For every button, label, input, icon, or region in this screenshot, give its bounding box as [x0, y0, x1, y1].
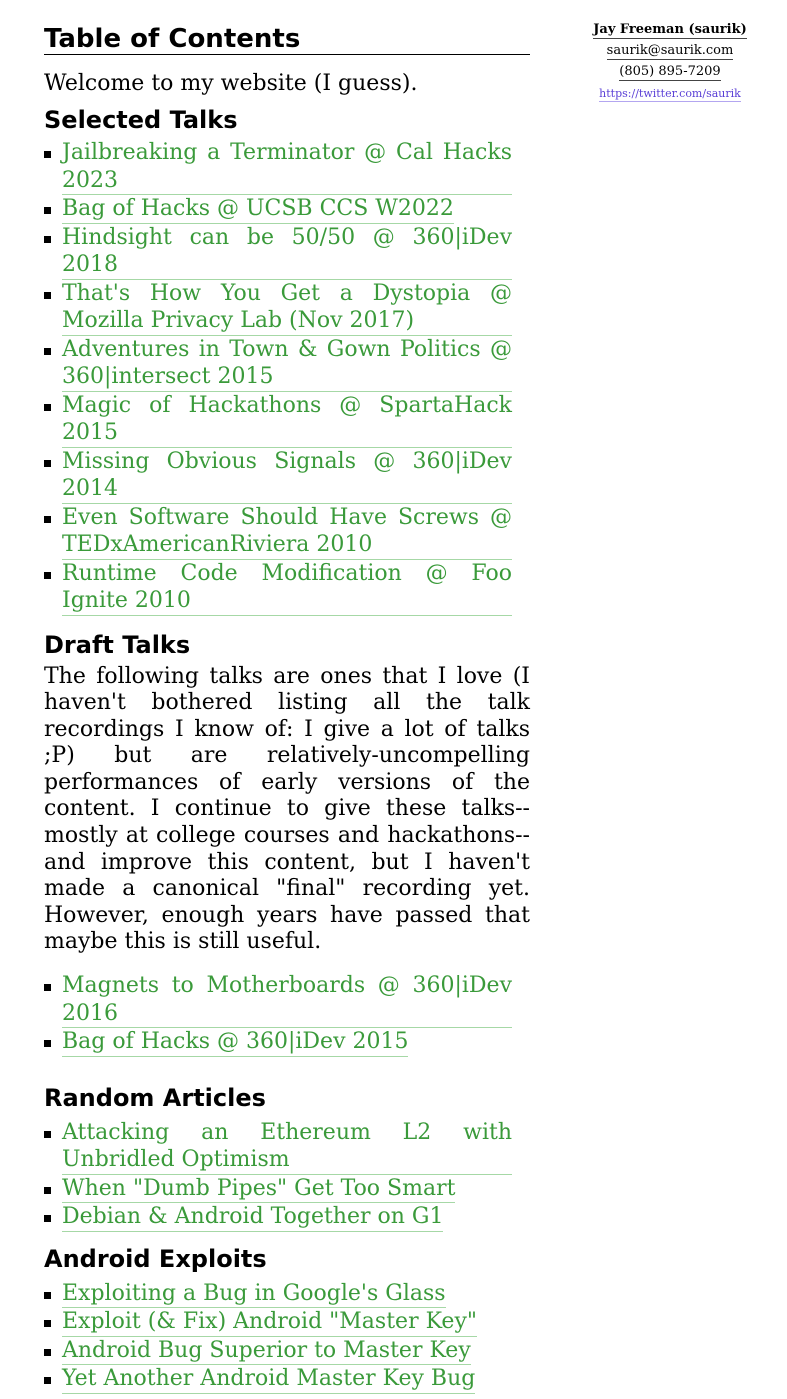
bullet-icon	[44, 1292, 51, 1299]
android-exploits-heading: Android Exploits	[44, 1244, 267, 1273]
bullet-icon	[44, 516, 51, 523]
list-item	[44, 224, 530, 280]
talk-link[interactable]: Bag of Hacks @ UCSB CCS W2022	[62, 195, 454, 224]
bullet-icon	[44, 1377, 51, 1384]
list-item	[44, 448, 530, 504]
draft-talks-heading: Draft Talks	[44, 630, 191, 659]
bullet-icon	[44, 236, 51, 243]
bullet-icon	[44, 1349, 51, 1356]
article-link[interactable]: Attacking an Ethereum L2 with Unbridled Optimism	[62, 1119, 512, 1175]
exploit-link[interactable]: Android Bug Superior to Master Key	[62, 1337, 471, 1366]
talk-link[interactable]: Hindsight can be 50/50 @ 360|iDev 2018	[62, 224, 512, 280]
android-exploits-list	[44, 1280, 530, 1394]
exploit-link[interactable]: Yet Another Android Master Key Bug	[62, 1365, 475, 1394]
list-item	[44, 195, 530, 224]
list-item	[44, 972, 530, 1028]
list-item	[44, 1175, 530, 1204]
talk-link[interactable]: Jailbreaking a Terminator @ Cal Hacks 2023	[62, 139, 512, 195]
draft-talks-paragraph: The following talks are ones that I love (I haven't bothered listing all the talk recordings I know of: I give a lot of talks ;P) but are relatively-uncompelling performances of early versions of the content. I continue to give these talks--mostly at college courses and hackathons--and improve this content, but I haven't made a canonical "final" recording yet. However, enough years have passed that maybe this is still useful.	[44, 663, 530, 955]
article-link[interactable]: Debian & Android Together on G1	[62, 1203, 443, 1232]
talk-link[interactable]: Missing Obvious Signals @ 360|iDev 2014	[62, 448, 512, 504]
list-item	[44, 1203, 530, 1232]
bullet-icon	[44, 348, 51, 355]
author-name: Jay Freeman (saurik)	[593, 22, 747, 37]
talk-link[interactable]: That's How You Get a Dystopia @ Mozilla Privacy Lab (Nov 2017)	[62, 280, 512, 336]
selected-talks-heading: Selected Talks	[44, 106, 238, 134]
draft-talks-list	[44, 972, 530, 1057]
bullet-icon	[44, 151, 51, 158]
talk-link[interactable]: Even Software Should Have Screws @ TEDxAmericanRiviera 2010	[62, 504, 512, 560]
bullet-icon	[44, 984, 51, 991]
list-item	[44, 1365, 530, 1394]
bullet-icon	[44, 572, 51, 579]
page-title: Table of Contents	[44, 20, 530, 55]
list-item	[44, 1337, 530, 1366]
exploit-link[interactable]: Exploit (& Fix) Android "Master Key"	[62, 1308, 477, 1337]
talk-link[interactable]: Bag of Hacks @ 360|iDev 2015	[62, 1028, 408, 1057]
list-item	[44, 1308, 530, 1337]
bullet-icon	[44, 292, 51, 299]
selected-talks-list	[44, 139, 530, 616]
talk-link[interactable]: Runtime Code Modification @ Foo Ignite 2010	[62, 560, 512, 616]
list-item	[44, 139, 530, 195]
article-link[interactable]: When "Dumb Pipes" Get Too Smart	[62, 1175, 455, 1204]
bullet-icon	[44, 1040, 51, 1047]
bullet-icon	[44, 207, 51, 214]
bullet-icon	[44, 460, 51, 467]
phone-number: (805) 895-7209	[619, 64, 721, 79]
list-item	[44, 392, 530, 448]
email-address: saurik@saurik.com	[606, 43, 734, 58]
list-item	[44, 1028, 530, 1057]
contact-sidebar	[570, 18, 770, 102]
random-articles-heading: Random Articles	[44, 1083, 266, 1112]
bullet-icon	[44, 404, 51, 411]
list-item	[44, 560, 530, 616]
bullet-icon	[44, 1320, 51, 1327]
list-item	[44, 1280, 530, 1309]
bullet-icon	[44, 1187, 51, 1194]
list-item	[44, 504, 530, 560]
random-articles-list	[44, 1119, 530, 1232]
list-item	[44, 280, 530, 336]
exploit-link[interactable]: Exploiting a Bug in Google's Glass	[62, 1280, 446, 1309]
list-item	[44, 1119, 530, 1175]
talk-link[interactable]: Magnets to Motherboards @ 360|iDev 2016	[62, 972, 512, 1028]
bullet-icon	[44, 1215, 51, 1222]
talk-link[interactable]: Magic of Hackathons @ SpartaHack 2015	[62, 392, 512, 448]
welcome-text: Welcome to my website (I guess).	[44, 71, 418, 96]
twitter-link[interactable]: https://twitter.com/saurik	[599, 87, 741, 100]
talk-link[interactable]: Adventures in Town & Gown Politics @ 360|intersect 2015	[62, 336, 512, 392]
bullet-icon	[44, 1131, 51, 1138]
main-content	[44, 20, 530, 1394]
list-item	[44, 336, 530, 392]
